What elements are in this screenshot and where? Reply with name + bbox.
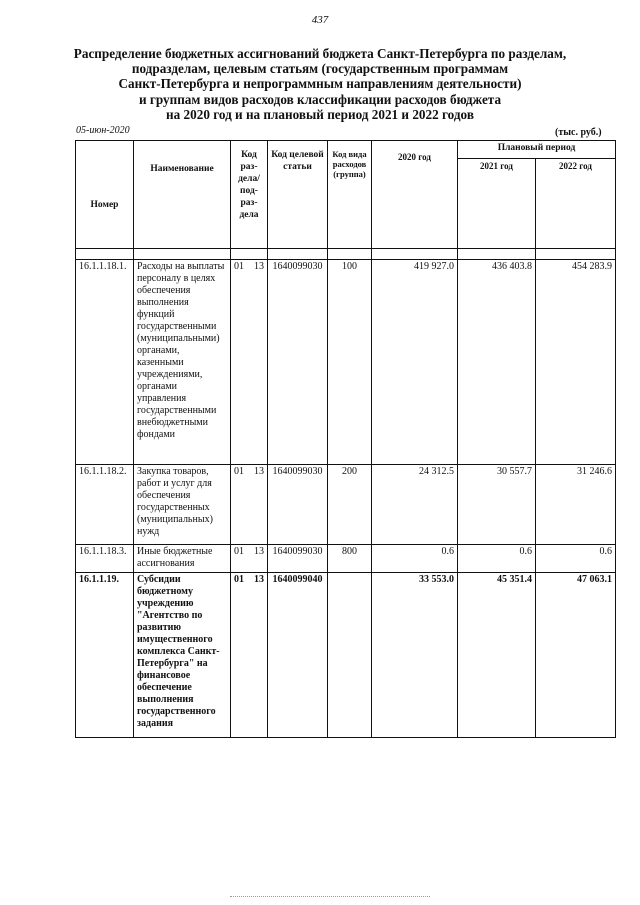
row-expense-type (328, 573, 372, 738)
row-2022: 47 063.1 (536, 573, 616, 738)
header-2022: 2022 год (536, 159, 616, 249)
header-section-code: Код раз- дела/ под- раз- дела (231, 141, 268, 249)
spacer-cell (536, 249, 616, 260)
row-2021: 30 557.7 (458, 465, 536, 545)
table-row (76, 465, 616, 545)
table-row (76, 573, 616, 738)
document-title (60, 46, 580, 122)
row-target-code: 1640099030 (268, 465, 328, 545)
row-2021: 0.6 (458, 545, 536, 573)
row-number: 16.1.1.18.3. (76, 545, 134, 573)
row-section-code: 01 13 (231, 573, 268, 738)
spacer-cell (458, 249, 536, 260)
row-2020: 419 927.0 (372, 260, 458, 465)
spacer-cell (134, 249, 231, 260)
spacer-cell (268, 249, 328, 260)
budget-table (75, 140, 616, 738)
row-2021: 45 351.4 (458, 573, 536, 738)
header-target-code: Код целевой статьи (268, 141, 328, 249)
header-2021: 2021 год (458, 159, 536, 249)
units-label: (тыс. руб.) (555, 127, 602, 138)
table-row (76, 260, 616, 465)
row-name: Закупка товаров, работ и услуг для обеспечения государственных (муниципальных) нужд (134, 465, 231, 545)
header-number: Номер (76, 141, 134, 249)
title-line: Санкт-Петербурга и непрограммным направлениям деятельности) (118, 76, 522, 92)
spacer-cell (231, 249, 268, 260)
row-2020: 0.6 (372, 545, 458, 573)
row-section-code: 01 13 (231, 260, 268, 465)
header-planned-period: Плановый период (458, 141, 616, 159)
row-number: 16.1.1.18.2. (76, 465, 134, 545)
spacer-cell (76, 249, 134, 260)
table-row (76, 545, 616, 573)
row-2022: 0.6 (536, 545, 616, 573)
document-date: 05-июн-2020 (76, 125, 130, 136)
row-target-code: 1640099030 (268, 545, 328, 573)
row-number: 16.1.1.18.1. (76, 260, 134, 465)
row-name: Субсидии бюджетному учреждению "Агентство по развитию имущественного комплекса Санкт-Петербурга" на финансовое обеспечение выполнения государственного задания (134, 573, 231, 738)
spacer-cell (328, 249, 372, 260)
title-line: подразделам, целевым статьям (государственным программам (131, 61, 509, 77)
header-name: Наименование (134, 141, 231, 249)
row-2022: 31 246.6 (536, 465, 616, 545)
row-expense-type: 100 (328, 260, 372, 465)
row-2021: 436 403.8 (458, 260, 536, 465)
row-expense-type: 800 (328, 545, 372, 573)
title-line: Распределение бюджетных ассигнований бюджета Санкт-Петербурга по разделам, (73, 46, 567, 61)
row-2022: 454 283.9 (536, 260, 616, 465)
header-2020: 2020 год (372, 141, 458, 249)
row-2020: 33 553.0 (372, 573, 458, 738)
title-line: на 2020 год и на плановый период 2021 и 2022 годов (166, 106, 474, 122)
title-line: и группам видов расходов классификации расходов бюджета (138, 91, 502, 107)
row-name: Иные бюджетные ассигнования (134, 545, 231, 573)
row-target-code: 1640099040 (268, 573, 328, 738)
row-target-code: 1640099030 (268, 260, 328, 465)
header-expense-type: Код вида расходов (группа) (328, 141, 372, 249)
row-section-code: 01 13 (231, 465, 268, 545)
page-number: 437 (311, 14, 329, 26)
row-name: Расходы на выплаты персоналу в целях обеспечения выполнения функций государственными (муниципальными) органами, казенными учреждениями, органами управления государственными внебюджетными фондами (134, 260, 231, 465)
scan-artifact-line (230, 896, 430, 899)
spacer-cell (372, 249, 458, 260)
row-expense-type: 200 (328, 465, 372, 545)
row-section-code: 01 13 (231, 545, 268, 573)
row-number: 16.1.1.19. (76, 573, 134, 738)
row-2020: 24 312.5 (372, 465, 458, 545)
